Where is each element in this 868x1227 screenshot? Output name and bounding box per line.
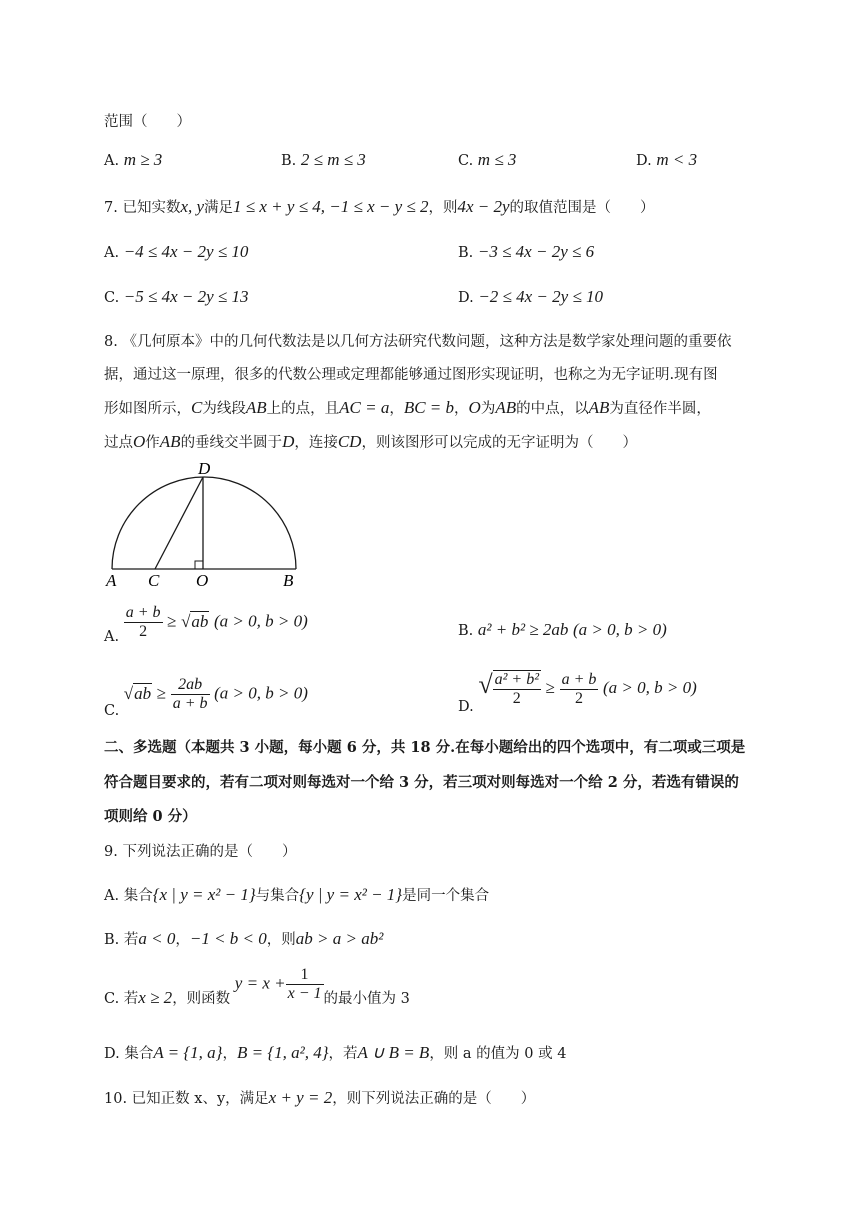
q9-option-a: A. 集合{x | y = x² − 1}与集合{y | y = x² − 1}是同一个集合 bbox=[104, 885, 490, 904]
option-label: D. bbox=[636, 153, 652, 169]
label-c: C bbox=[148, 571, 160, 590]
q8-stem-line1: 8. 《几何原本》中的几何代数法是以几何方法研究代数问题，这种方法是数学家处理问题的重要依 bbox=[104, 334, 732, 350]
q7-option-a: A. −4 ≤ 4x − 2y ≤ 10 bbox=[104, 242, 249, 261]
option-expr: m < 3 bbox=[656, 150, 698, 169]
q7-stem: 7. 已知实数x, y满足1 ≤ x + y ≤ 4, −1 ≤ x − y ≤ 2，则4x − 2y的取值范围是（ ） bbox=[104, 197, 655, 216]
label-o: O bbox=[196, 571, 209, 590]
label-d: D bbox=[198, 459, 211, 478]
option-label: A. bbox=[104, 153, 120, 169]
q8-stem-line2: 据，通过这一原理，很多的代数公理或定理都能够通过图形实现证明，也称之为无字证明.现有图 bbox=[104, 367, 718, 383]
semicircle-arc bbox=[112, 477, 296, 569]
q8-option-b: B. a² + b² ≥ 2ab (a > 0, b > 0) bbox=[458, 620, 667, 639]
segment-cd bbox=[155, 477, 203, 569]
q7-option-b: B. −3 ≤ 4x − 2y ≤ 6 bbox=[458, 242, 595, 261]
right-angle-mark bbox=[195, 561, 203, 569]
option-expr: m ≥ 3 bbox=[123, 150, 163, 169]
section2-heading-line3: 项则给 0 分） bbox=[104, 808, 197, 825]
q8-stem-line4: 过点O作AB的垂线交半圆于D，连接CD，则该图形可以完成的无字证明为（ ） bbox=[104, 432, 637, 451]
option-expr: m ≤ 3 bbox=[477, 150, 517, 169]
q6-stem-tail: 范围（ ） bbox=[104, 114, 191, 130]
q8-option-c: C. √ab ≥ $\frac{2ab}{a + b}$ (a > 0, b > 0) bbox=[104, 676, 308, 719]
q7-option-d: D. −2 ≤ 4x − 2y ≤ 10 bbox=[458, 287, 604, 306]
q9-option-d: D. 集合A = {1, a}，B = {1, a², 4}，若A ∪ B = B，则 a 的值为 0 或 4 bbox=[104, 1043, 567, 1062]
q6-option-b bbox=[281, 150, 366, 170]
q9-option-c: C. 若x ≥ 2，则函数 y = x + $\frac{1}{x - 1}$ 的最小值为 3 bbox=[104, 966, 410, 1007]
section2-heading-line1: 二、多选题（本题共 3 小题，每小题 6 分，共 18 分.在每小题给出的四个选项中，有二项或三项是 bbox=[104, 739, 746, 756]
option-label: B. bbox=[281, 153, 297, 169]
q10-stem: 10. 已知正数 x、y，满足x + y = 2，则下列说法正确的是（ ） bbox=[104, 1088, 536, 1107]
label-b: B bbox=[283, 571, 294, 590]
section2-heading-line2: 符合题目要求的，若有二项对则每选对一个给 3 分，若三项对则每选对一个给 2 分，若选有错误的 bbox=[104, 774, 739, 791]
label-a: A bbox=[106, 571, 117, 590]
q9-option-b: B. 若a < 0，−1 < b < 0，则ab > a > ab² bbox=[104, 929, 384, 948]
option-label: C. bbox=[458, 153, 474, 169]
q6-option-d bbox=[636, 150, 697, 170]
q8-option-d: D. √ $\frac{\text{a² + b²}}{2}$ ≥ $\frac{a + b}{2}$ (a > 0, b > 0) bbox=[458, 670, 697, 715]
option-expr: 2 ≤ m ≤ 3 bbox=[300, 150, 366, 169]
q6-option-c bbox=[458, 150, 516, 170]
q7-option-c: C. −5 ≤ 4x − 2y ≤ 13 bbox=[104, 287, 249, 306]
q6-option-a bbox=[104, 150, 162, 170]
q8-option-a: A. $\frac{a + b}{2}$ ≥ √ab (a > 0, b > 0) bbox=[104, 604, 308, 645]
q8-stem-line3: 形如图所示，C为线段AB上的点，且AC = a，BC = b，O为AB的中点，以AB为直径作半圆， bbox=[104, 398, 711, 417]
q9-stem: 9. 下列说法正确的是（ ） bbox=[104, 844, 297, 860]
semicircle-figure bbox=[100, 458, 310, 590]
